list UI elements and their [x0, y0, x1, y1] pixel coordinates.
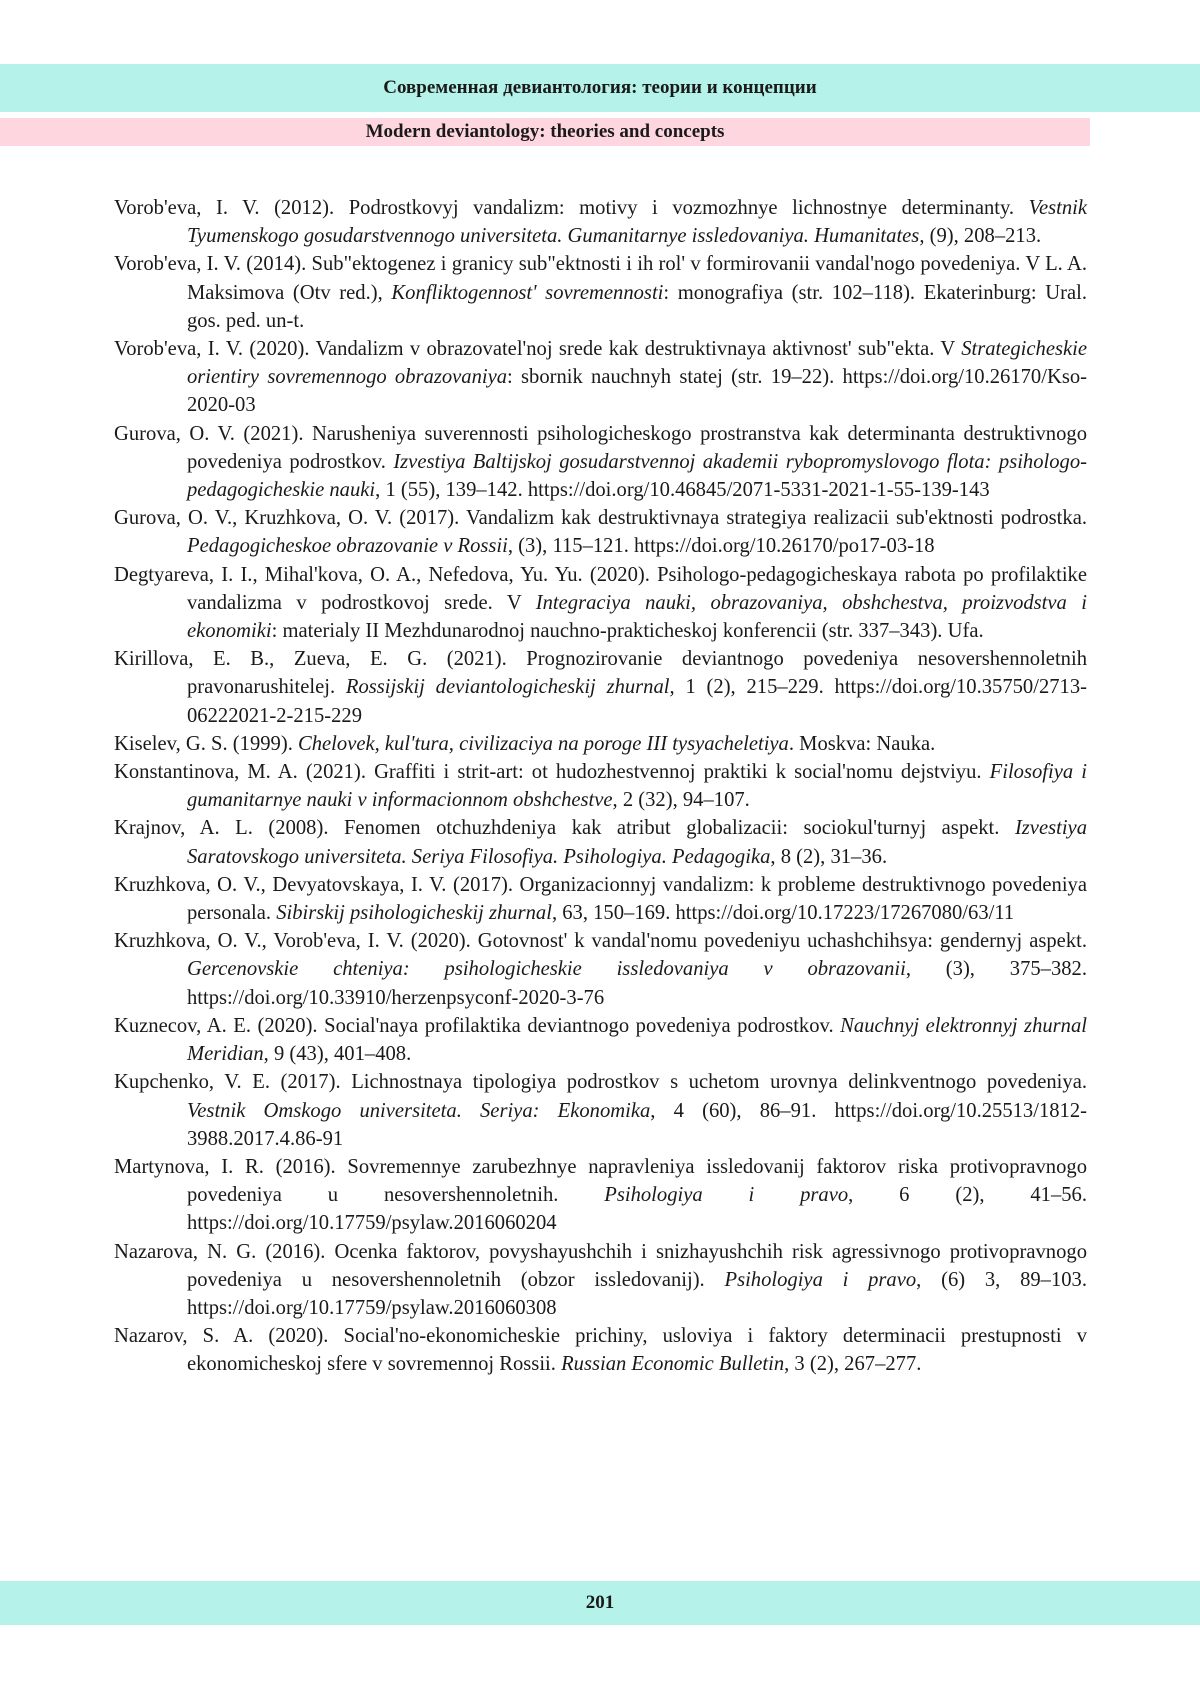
reference-entry: Kiselev, G. S. (1999). Chelovek, kul'tura, civilizaciya na poroge III tysyacheletiya. Moskva: Nauka.	[114, 732, 936, 755]
reference-entry: Kruzhkova, O. V., Vorob'eva, I. V. (2020). Gotovnost' k vandal'nomu povedeniyu uchashchihsya: gendernyj aspekt. Gercenovskie chteniya: psihologicheskie issledovaniya v obrazovanii, (3), 375–382. https://doi.org/10.33910/herzenpsyconf-2020-3-76	[114, 930, 1087, 1009]
reference-entry: Kuznecov, A. E. (2020). Social'naya profilaktika deviantnogo povedeniya podrostkov. Nauchnyj elektronnyj zhurnal Meridian, 9 (43), 401–408.	[114, 1014, 1087, 1066]
journal-header-band	[0, 64, 1200, 112]
reference-entry: Konstantinova, M. A. (2021). Graffiti i strit-art: ot hudozhestvennoj praktiki k social'nomu dejstviyu. Filosofiya i gumanitarnye nauki v informacionnom obshchestve, 2 (32), 94–107.	[114, 761, 1087, 812]
reference-entry: Kruzhkova, O. V., Devyatovskaya, I. V. (2017). Organizacionnyj vandalizm: k probleme destruktivnogo povedeniya personala. Sibirskij psihologicheskij zhurnal, 63, 150–169. https://doi.org/10.17223/17267080/63/11	[114, 873, 1087, 925]
page-number: 201	[585, 1592, 615, 1613]
reference-entry: Degtyareva, I. I., Mihal'kova, O. A., Nefedova, Yu. Yu. (2020). Psihologo-pedagogicheskaya rabota po profilaktike vandalizma v podrostkovoj srede. V Integraciya nauki, obrazovaniya, obshchestva, proizvodstva i ekonomiki: materialy II Mezhdunarodnoj nauchno-prakticheskoj konferencii (str. 337–343). Ufa.	[114, 563, 1087, 643]
reference-list	[114, 194, 1087, 1379]
reference-entry: Vorob'eva, I. V. (2014). Sub"ektogenez i granicy sub"ektnosti i ih rol' v formirovanii vandal'nogo povedeniya. V L. A. Maksimova (Otv red.), Konfliktogennost' sovremennosti: monografiya (str. 102–118). Ekaterinburg: Ural. gos. ped. un-t.	[114, 253, 1087, 332]
reference-entry: Vorob'eva, I. V. (2020). Vandalizm v obrazovatel'noj srede kak destruktivnaya aktivnost' sub"ekta. V Strategicheskie orientiry sovremennogo obrazovaniya: sbornik nauchnyh statej (str. 19–22). https://doi.org/10.26170/Kso-2020-03	[114, 338, 1087, 417]
reference-entry: Kupchenko, V. E. (2017). Lichnostnaya tipologiya podrostkov s uchetom urovnya delinkventnogo povedeniya. Vestnik Omskogo universiteta. Seriya: Ekonomika, 4 (60), 86–91. https://doi.org/10.25513/1812-3988.2017.4.86-91	[114, 1071, 1087, 1150]
journal-section-title-en: Modern deviantology: theories and concepts	[365, 121, 725, 142]
page-footer-band	[0, 1581, 1200, 1625]
reference-entry: Gurova, O. V., Kruzhkova, O. V. (2017). Vandalizm kak destruktivnaya strategiya realizacii sub'ektnosti podrostka. Pedagogicheskoe obrazovanie v Rossii, (3), 115–121. https://doi.org/10.26170/po17-03-18	[114, 507, 1087, 558]
reference-entry: Krajnov, A. L. (2008). Fenomen otchuzhdeniya kak atribut globalizacii: sociokul'turnyj aspekt. Izvestiya Saratovskogo universiteta. Seriya Filosofiya. Psihologiya. Pedagogika, 8 (2), 31–36.	[114, 817, 1087, 868]
journal-section-title-ru: Современная девиантология: теории и концепции	[383, 77, 817, 98]
reference-entry: Gurova, O. V. (2021). Narusheniya suverennosti psihologicheskogo prostranstva kak determinanta destruktivnogo povedeniya podrostkov. Izvestiya Baltijskoj gosudarstvennoj akademii rybopromyslovogo flota: psihologo-pedagogicheskie nauki, 1 (55), 139–142. https://doi.org/10.46845/2071-5331-2021-1-55-139-143	[114, 422, 1087, 502]
reference-entry: Nazarova, N. G. (2016). Ocenka faktorov, povyshayushchih i snizhayushchih risk agressivnogo protivopravnogo povedeniya u nesovershennoletnih (obzor issledovanij). Psihologiya i pravo, (6) 3, 89–103. https://doi.org/10.17759/psylaw.2016060308	[114, 1240, 1088, 1319]
journal-subheader-band	[0, 118, 1090, 146]
reference-entry: Martynova, I. R. (2016). Sovremennye zarubezhnye napravleniya issledovanij faktorov riska protivopravnogo povedeniya u nesovershennoletnih. Psihologiya i pravo, 6 (2), 41–56. https://doi.org/10.17759/psylaw.2016060204	[114, 1155, 1087, 1235]
reference-entry: Vorob'eva, I. V. (2012). Podrostkovyj vandalizm: motivy i vozmozhnye lichnostnye determinanty. Vestnik Tyumenskogo gosudarstvennogo universiteta. Gumanitarnye issledovaniya. Humanitates, (9), 208–213.	[114, 197, 1087, 248]
reference-entry: Kirillova, E. B., Zueva, E. G. (2021). Prognozirovanie deviantnogo povedeniya nesovershennoletnih pravonarushitelej. Rossijskij deviantologicheskij zhurnal, 1 (2), 215–229. https://doi.org/10.35750/2713-06222021-2-215-229	[114, 648, 1087, 727]
reference-entry: Nazarov, S. A. (2020). Social'no-ekonomicheskie prichiny, usloviya i faktory determinacii prestupnosti v ekonomicheskoj sfere v sovremennoj Rossii. Russian Economic Bulletin, 3 (2), 267–277.	[114, 1325, 1087, 1376]
